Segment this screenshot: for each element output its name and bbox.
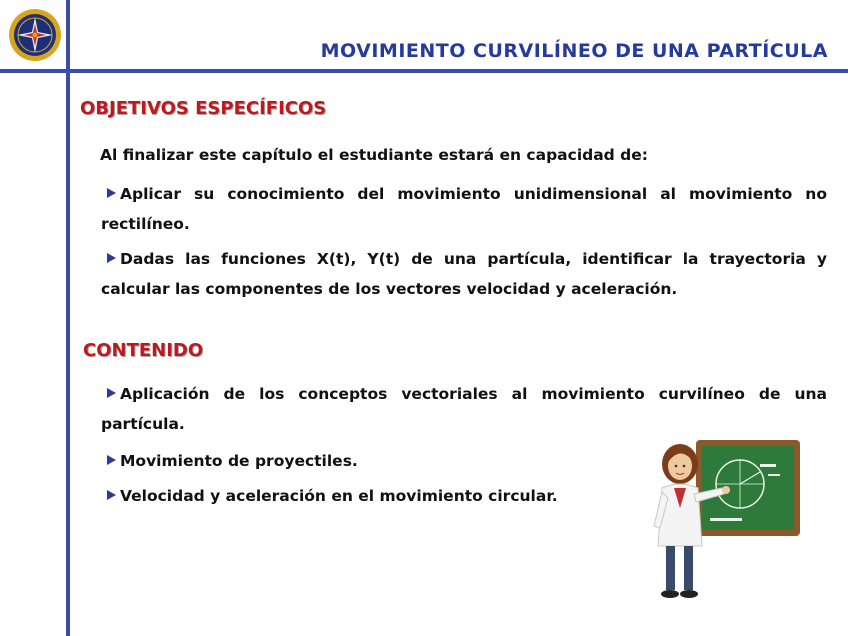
teacher-chalkboard-illustration [648,428,808,604]
content-text: Velocidad y aceleración en el movimiento circular. [120,487,558,505]
objective-text: Aplicar su conocimiento del movimiento unidimensional al movimiento no rectilíneo. [101,185,827,233]
triangle-bullet-icon [107,388,116,398]
triangle-bullet-icon [107,455,116,465]
vertical-rule [66,0,70,636]
triangle-bullet-icon [107,188,116,198]
content-text: Movimiento de proyectiles. [120,452,358,470]
intro-text: Al finalizar este capítulo el estudiante estará en capacidad de: [100,146,648,164]
university-seal-icon [8,8,62,62]
objectives-heading: OBJETIVOS ESPECÍFICOS [80,98,327,119]
slide-title: MOVIMIENTO CURVILÍNEO DE UNA PARTÍCULA [320,40,828,62]
header-rule [0,69,848,73]
objective-item [101,179,827,239]
triangle-bullet-icon [107,253,116,263]
objective-item [101,244,827,304]
content-heading: CONTENIDO [83,340,204,361]
triangle-bullet-icon [107,490,116,500]
objective-text: Dadas las funciones X(t), Y(t) de una partícula, identificar la trayectoria y calcular las componentes de los vectores velocidad y aceleración. [101,250,827,298]
content-text: Aplicación de los conceptos vectoriales al movimiento curvilíneo de una partícula. [101,385,827,433]
